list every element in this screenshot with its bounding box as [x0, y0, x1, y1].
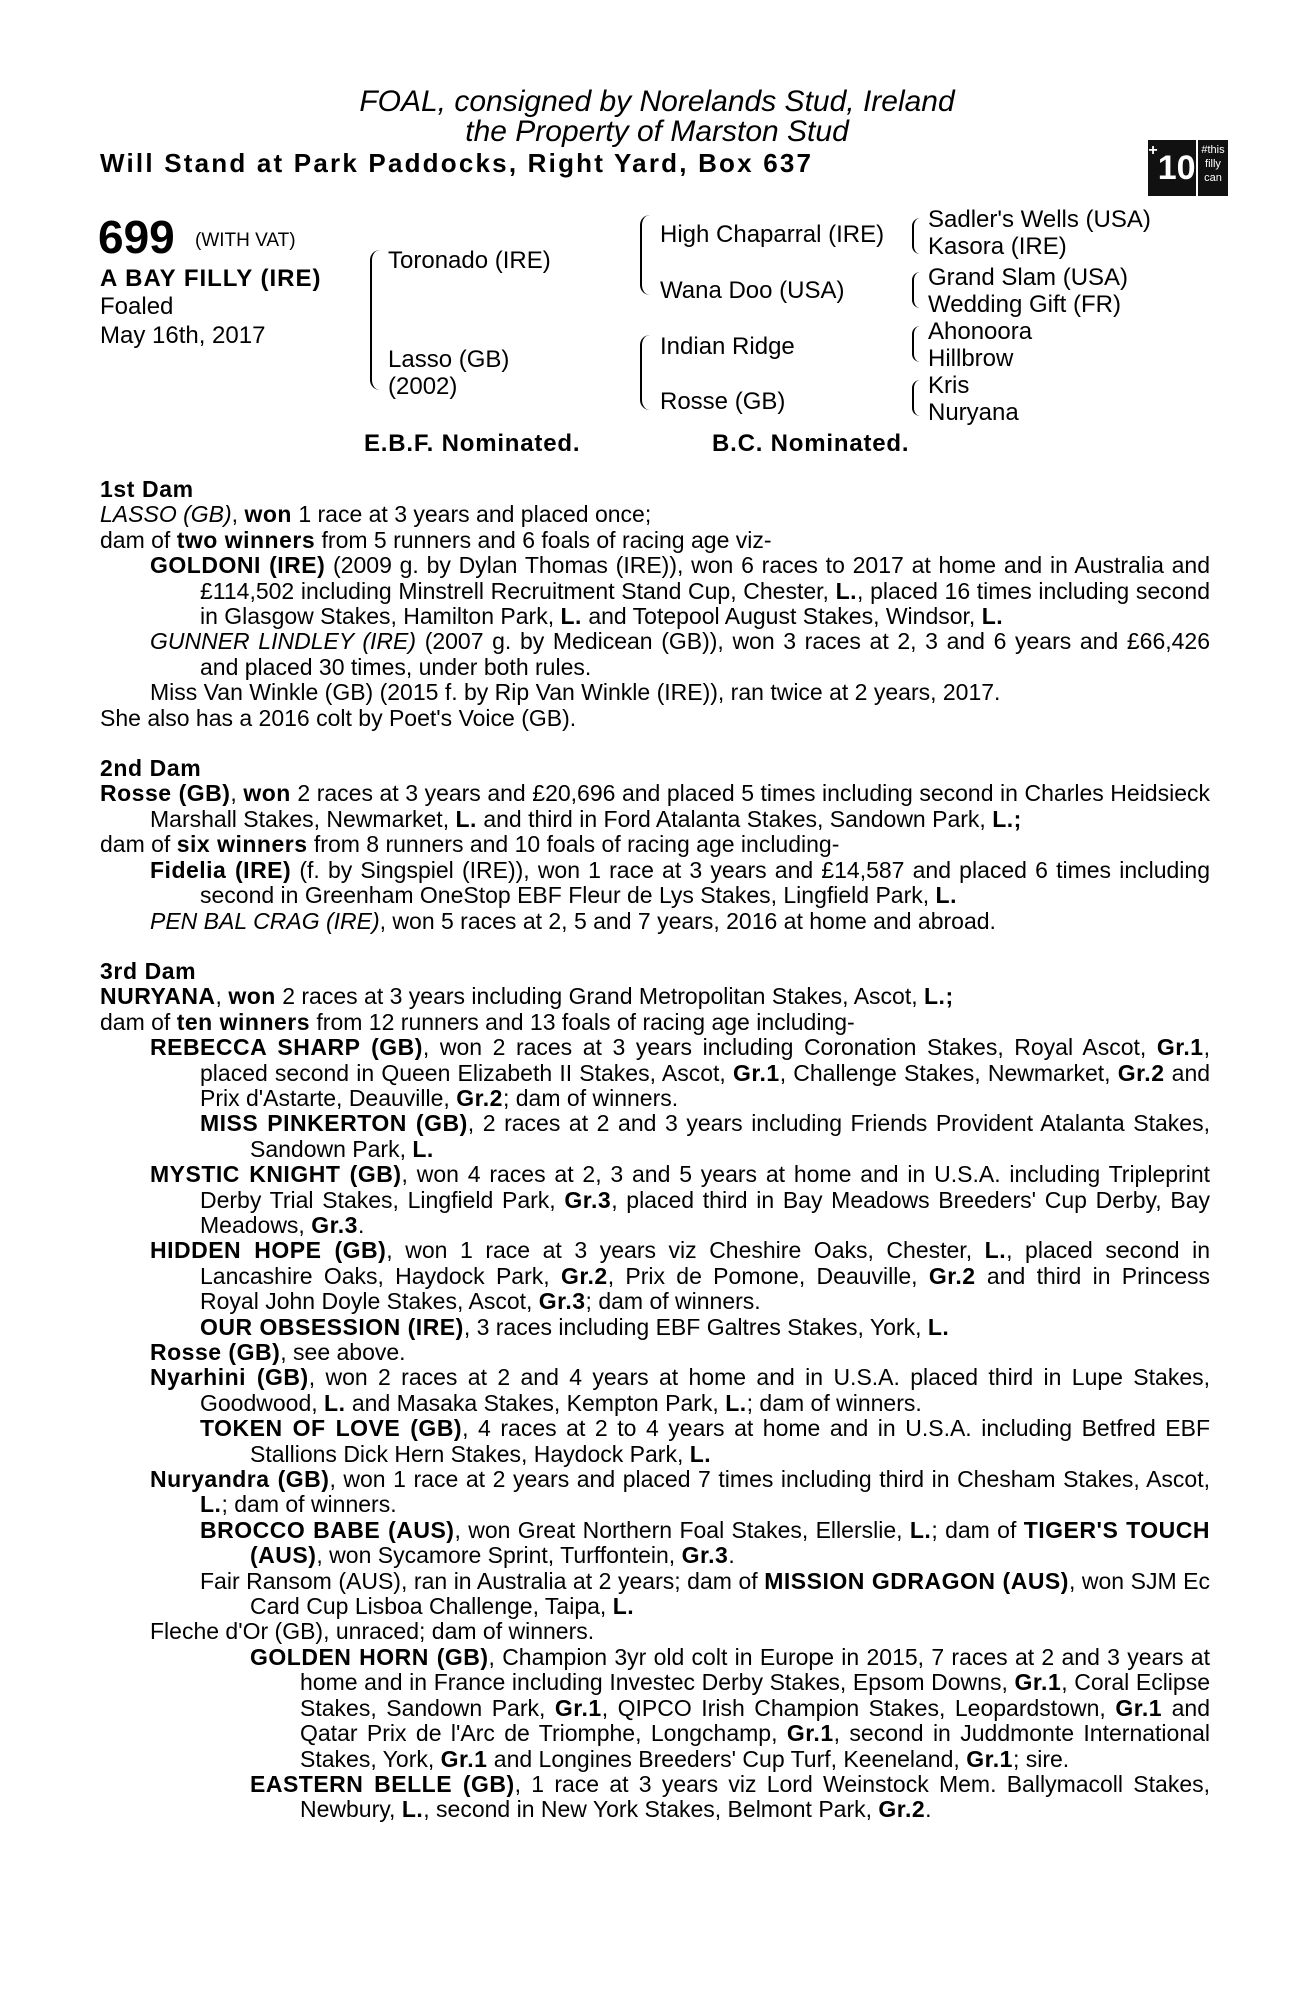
pedigree-brace-g3-3 [912, 326, 920, 362]
pedigree-g3-1: Sadler's Wells (USA) [928, 206, 1151, 233]
this-filly-can-logo [1148, 140, 1228, 196]
third-dam-intro: NURYANA, won 2 races at 3 years including Grand Metropolitan Stakes, Ascot, L.; [100, 983, 954, 1010]
pedigree-brace-g3-1 [912, 218, 920, 254]
produce-eastern-belle: EASTERN BELLE (GB), 1 race at 3 years viz Lord Weinstock Mem. Ballymacoll Stakes, Newbury, L., second in New York Stakes, Belmont Park, Gr.2. [250, 1770, 1210, 1823]
pedigree-dam-year: (2002) [388, 373, 458, 400]
third-dam-heading: 3rd Dam [100, 957, 197, 984]
produce-pen-bal-crag: PEN BAL CRAG (IRE), won 5 races at 2, 5 and 7 years, 2016 at home and abroad. [150, 907, 996, 934]
consignor-line: FOAL, consigned by Norelands Stud, Ireland [359, 85, 955, 118]
produce-brocco-babe: BROCCO BABE (AUS), won Great Northern Foal Stakes, Ellerslie, L.; dam of TIGER'S TOUCH (AUS), won Sycamore Sprint, Turffontein, Gr.3. [200, 1516, 1210, 1569]
pedigree-sire: Toronado (IRE) [388, 247, 551, 274]
produce-nuryandra: Nuryandra (GB), won 1 race at 2 years and placed 7 times including third in Chesham Stakes, Ascot, L.; dam of winners. [150, 1466, 1210, 1518]
stand-location: Will Stand at Park Paddocks, Right Yard, Box 637 [100, 148, 814, 178]
pedigree-notes [100, 477, 1210, 1823]
lot-number: 699 [98, 211, 175, 263]
pedigree-brace-dam [640, 335, 650, 410]
ebf-nominated: E.B.F. Nominated. [364, 430, 581, 457]
pedigree-brace-g3-4 [912, 380, 920, 416]
pedigree-brace-g3-2 [912, 272, 920, 308]
pedigree-brace-main [370, 250, 380, 390]
produce-token-of-love: TOKEN OF LOVE (GB), 4 races at 2 to 4 years at home and in U.S.A. including Betfred EBF Stallions Dick Hern Stakes, Haydock Park, L. [200, 1415, 1211, 1467]
this-filly-can-badge: #this filly can [1198, 140, 1228, 196]
produce-rebecca-sharp: REBECCA SHARP (GB), won 2 races at 3 years including Coronation Stakes, Royal Ascot, Gr.1, placed second in Queen Elizabeth II Stakes, Ascot, Gr.1, Challenge Stakes, Newmarket, Gr.2 and Prix d'Astarte, Deauville, Gr.2; dam of winners. [150, 1034, 1211, 1111]
foaled-info: Foaled May 16th, 2017 [100, 293, 266, 349]
produce-nyarhini: Nyarhini (GB), won 2 races at 2 and 4 years at home and in U.S.A. placed third in Lupe Stakes, Goodwood, L. and Masaka Stakes, Kempton Park, L.; dam of winners. [150, 1364, 1211, 1416]
pedigree-g3-6: Hillbrow [928, 345, 1014, 372]
property-line: the Property of Marston Stud [465, 115, 849, 148]
pedigree-dam-sire: Indian Ridge [660, 333, 795, 360]
produce-fidelia: Fidelia (IRE) (f. by Singspiel (IRE)), won 1 race at 3 years and £14,587 and placed 6 times including second in Greenham OneStop EBF Fleur de Lys Stakes, Lingfield Park, L. [150, 856, 1210, 909]
bc-nominated: B.C. Nominated. [712, 430, 910, 457]
vat-label: (WITH VAT) [195, 230, 296, 251]
second-dam-intro: Rosse (GB), won 2 races at 3 years and £20,696 and placed 5 times including second in Charles Heidsieck Marshall Stakes, Newmarket, L. and third in Ford Atalanta Stakes, Sandown Park, L.; [100, 780, 1211, 832]
produce-goldoni: GOLDONI (IRE) (2009 g. by Dylan Thomas (IRE)), won 6 races to 2017 at home and in Australia and £114,502 including Minstrell Recruitment Stand Cup, Chester, L., placed 16 times including second in Glasgow Stakes, Hamilton Park, L. and Totepool August Stakes, Windsor, L. [150, 552, 1211, 630]
third-dam-produce: dam of ten winners from 12 runners and 13 foals of racing age including- [100, 1008, 855, 1035]
pedigree-dam: Lasso (GB) [388, 346, 510, 373]
pedigree-g3-3: Grand Slam (USA) [928, 264, 1129, 291]
produce-fleche-dor: Fleche d'Or (GB), unraced; dam of winners. [150, 1618, 595, 1645]
produce-hidden-hope: HIDDEN HOPE (GB), won 1 race at 3 years viz Cheshire Oaks, Chester, L., placed second in Lancashire Oaks, Haydock Park, Gr.2, Prix de Pomone, Deauville, Gr.2 and third in Princess Royal John Doyle Stakes, Ascot, Gr.3; dam of winners. [150, 1237, 1211, 1315]
produce-gunner-lindley: GUNNER LINDLEY (IRE) (2007 g. by Medicean (GB)), won 3 races at 2, 3 and 6 years and £66,426 and placed 30 times, under both rules. [150, 628, 1211, 680]
pedigree-brace-sire [640, 215, 650, 295]
produce-fair-ransom: Fair Ransom (AUS), ran in Australia at 2 years; dam of MISSION GDRAGON (AUS), won SJM Ec Card Cup Lisboa Challenge, Taipa, L. [200, 1567, 1211, 1620]
first-dam-colt-note: She also has a 2016 colt by Poet's Voice (GB). [100, 704, 577, 731]
pedigree-g3-7: Kris [928, 372, 970, 399]
produce-miss-van-winkle: Miss Van Winkle (GB) (2015 f. by Rip Van Winkle (IRE)), ran twice at 2 years, 2017. [150, 679, 1001, 706]
lot-name: A BAY FILLY (IRE) [100, 265, 322, 292]
pedigree-g3-5: Ahonoora [928, 318, 1033, 345]
first-dam-intro: LASSO (GB), won 1 race at 3 years and placed once; [100, 501, 652, 528]
produce-miss-pinkerton: MISS PINKERTON (GB), 2 races at 2 and 3 years including Friends Provident Atalanta Stakes, Sandown Park, L. [200, 1110, 1210, 1162]
pedigree-g3-8: Nuryana [928, 399, 1019, 426]
produce-golden-horn: GOLDEN HORN (GB), Champion 3yr old colt in Europe in 2015, 7 races at 2 and 3 years at home and in France including Investec Derby Stakes, Epsom Downs, Gr.1, Coral Eclipse Stakes, Sandown Park, Gr.1, QIPCO Irish Champion Stakes, Leopardstown, Gr.1 and Qatar Prix de l'Arc de Triomphe, Longchamp, Gr.1, second in Juddmonte International Stakes, York, Gr.1 and Longines Breeders' Cup Turf, Keeneland, Gr.1; sire. [250, 1643, 1211, 1772]
pedigree-sire-dam: Wana Doo (USA) [660, 277, 845, 304]
first-dam-heading: 1st Dam [100, 476, 194, 502]
produce-mystic-knight: MYSTIC KNIGHT (GB), won 4 races at 2, 3 and 5 years at home and in U.S.A. including Tripleprint Derby Trial Stakes, Lingfield Park, Gr.3, placed third in Bay Meadows Breeders' Cup Derby, Bay Meadows, Gr.3. [150, 1161, 1211, 1238]
pedigree-dam-dam: Rosse (GB) [660, 388, 786, 415]
pedigree-sire-sire: High Chaparral (IRE) [660, 221, 885, 248]
plus-10-badge: +10 [1148, 140, 1196, 196]
first-dam-produce: dam of two winners from 5 runners and 6 foals of racing age viz- [100, 526, 772, 553]
second-dam-produce: dam of six winners from 8 runners and 10 foals of racing age including- [100, 831, 840, 858]
produce-rosse: Rosse (GB), see above. [150, 1339, 406, 1365]
second-dam-heading: 2nd Dam [100, 755, 202, 782]
produce-our-obsession: OUR OBSESSION (IRE), 3 races including EBF Galtres Stakes, York, L. [200, 1313, 950, 1340]
pedigree-g3-2: Kasora (IRE) [928, 233, 1067, 260]
pedigree-g3-4: Wedding Gift (FR) [928, 291, 1121, 318]
